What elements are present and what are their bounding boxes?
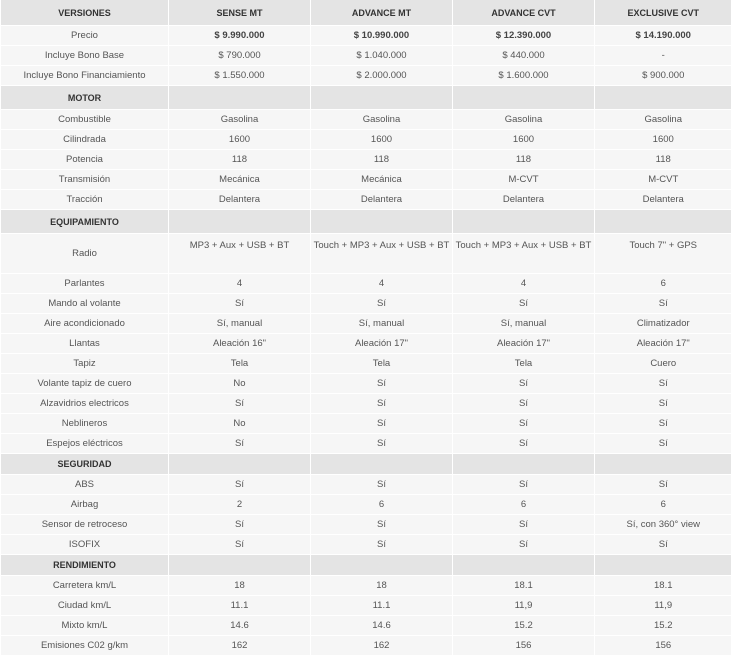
cell-sense-mt: Sí [169,434,311,454]
row-label: Alzavidrios electricos [1,394,169,414]
row-label: Combustible [1,110,169,130]
row-label: Mixto km/L [1,616,169,636]
cell-exclusive-cvt: Sí [595,394,731,414]
cell-sense-mt: Tela [169,354,311,374]
table-row-parlantes [1,274,731,294]
row-label: Volante tapiz de cuero [1,374,169,394]
cell-advance-cvt: Delantera [453,190,595,210]
table-row-precio [1,26,731,46]
table-row-carretera-km-l [1,576,731,596]
cell-exclusive-cvt: 18.1 [595,576,731,596]
cell-advance-mt: Sí [311,475,453,495]
cell-advance-mt: Aleación 17" [311,334,453,354]
row-label: Radio [1,234,169,274]
table-row-volante-tapiz-de-cuero [1,374,731,394]
version-header-exclusive-cvt: EXCLUSIVE CVT [595,0,731,26]
cell-advance-cvt: 118 [453,150,595,170]
section-title: EQUIPAMIENTO [1,210,169,234]
cell-advance-cvt: 4 [453,274,595,294]
cell-advance-mt: 1600 [311,130,453,150]
cell-exclusive-cvt: Delantera [595,190,731,210]
cell-exclusive-cvt: 156 [595,636,731,656]
cell-advance-cvt: Sí [453,294,595,314]
cell-advance-mt: Sí, manual [311,314,453,334]
row-label: Cilindrada [1,130,169,150]
row-label: ISOFIX [1,535,169,555]
table-row-potencia [1,150,731,170]
section-header-spacer [453,86,595,110]
section-title: RENDIMIENTO [1,555,169,576]
cell-exclusive-cvt: Sí [595,294,731,314]
section-header-spacer [311,555,453,576]
version-header-advance-mt: ADVANCE MT [311,0,453,26]
cell-exclusive-cvt: Cuero [595,354,731,374]
cell-advance-cvt: $ 1.600.000 [453,66,595,86]
cell-exclusive-cvt: 1600 [595,130,731,150]
cell-sense-mt: $ 9.990.000 [169,26,311,46]
row-label: Tracción [1,190,169,210]
section-header-spacer [311,210,453,234]
cell-advance-cvt: 1600 [453,130,595,150]
cell-exclusive-cvt: Sí, con 360° view [595,515,731,535]
cell-advance-cvt: 156 [453,636,595,656]
section-header-spacer [595,86,731,110]
cell-exclusive-cvt: Gasolina [595,110,731,130]
cell-advance-mt: Touch + MP3 + Aux + USB + BT [311,234,453,274]
row-label: Precio [1,26,169,46]
cell-advance-cvt: M-CVT [453,170,595,190]
cell-exclusive-cvt: Aleación 17" [595,334,731,354]
row-label: Ciudad km/L [1,596,169,616]
section-header-spacer [595,555,731,576]
section-header-spacer [453,210,595,234]
table-row-radio [1,234,731,274]
cell-sense-mt: Gasolina [169,110,311,130]
cell-sense-mt: 162 [169,636,311,656]
cell-sense-mt: 1600 [169,130,311,150]
cell-sense-mt: $ 790.000 [169,46,311,66]
table-row-mando-al-volante [1,294,731,314]
section-header-spacer [169,555,311,576]
row-label: Neblineros [1,414,169,434]
cell-exclusive-cvt: 6 [595,495,731,515]
cell-exclusive-cvt: 11,9 [595,596,731,616]
section-header-seguridad [1,454,731,475]
cell-advance-mt: Delantera [311,190,453,210]
section-header-spacer [453,454,595,475]
cell-advance-mt: 14.6 [311,616,453,636]
cell-advance-cvt: Gasolina [453,110,595,130]
cell-advance-mt: 11.1 [311,596,453,616]
cell-advance-mt: 18 [311,576,453,596]
row-label: Parlantes [1,274,169,294]
section-header-spacer [311,86,453,110]
section-header-spacer [169,210,311,234]
cell-advance-cvt: Sí [453,515,595,535]
section-header-motor [1,86,731,110]
table-row-abs [1,475,731,495]
table-row-sensor-de-retroceso [1,515,731,535]
cell-advance-cvt: $ 12.390.000 [453,26,595,46]
cell-exclusive-cvt: Sí [595,374,731,394]
cell-advance-cvt: Sí [453,434,595,454]
row-label: Emisiones C02 g/km [1,636,169,656]
cell-advance-mt: $ 2.000.000 [311,66,453,86]
table-row-ciudad-km-l [1,596,731,616]
section-header-equipamiento [1,210,731,234]
row-label: Incluye Bono Financiamiento [1,66,169,86]
cell-advance-mt: 4 [311,274,453,294]
section-header-spacer [453,555,595,576]
cell-exclusive-cvt: $ 14.190.000 [595,26,731,46]
table-row-mixto-km-l [1,616,731,636]
cell-advance-mt: $ 10.990.000 [311,26,453,46]
cell-exclusive-cvt: Touch 7" + GPS [595,234,731,274]
cell-sense-mt: No [169,374,311,394]
cell-advance-cvt: $ 440.000 [453,46,595,66]
cell-sense-mt: Sí [169,515,311,535]
cell-advance-mt: Tela [311,354,453,374]
cell-sense-mt: 118 [169,150,311,170]
cell-advance-cvt: 11,9 [453,596,595,616]
table-row-emisiones-c02-g-km [1,636,731,656]
row-label: Incluye Bono Base [1,46,169,66]
cell-sense-mt: 4 [169,274,311,294]
cell-advance-mt: 118 [311,150,453,170]
section-header-spacer [311,454,453,475]
cell-exclusive-cvt: Sí [595,414,731,434]
cell-sense-mt: Sí [169,394,311,414]
cell-advance-cvt: Tela [453,354,595,374]
cell-sense-mt: Sí, manual [169,314,311,334]
cell-advance-cvt: Touch + MP3 + Aux + USB + BT [453,234,595,274]
table-row-incluye-bono-financiamiento [1,66,731,86]
row-label: Potencia [1,150,169,170]
table-row-neblineros [1,414,731,434]
table-row-espejos-electricos [1,434,731,454]
cell-advance-cvt: Sí, manual [453,314,595,334]
table-row-aire-acondicionado [1,314,731,334]
cell-exclusive-cvt: 15.2 [595,616,731,636]
cell-advance-mt: Sí [311,374,453,394]
cell-advance-cvt: Sí [453,475,595,495]
cell-advance-mt: Sí [311,434,453,454]
cell-advance-mt: Gasolina [311,110,453,130]
cell-advance-mt: Sí [311,394,453,414]
section-header-spacer [169,86,311,110]
cell-sense-mt: 2 [169,495,311,515]
table-row-tapiz [1,354,731,374]
cell-advance-mt: Sí [311,535,453,555]
cell-advance-mt: Sí [311,414,453,434]
section-header-rendimiento [1,555,731,576]
cell-sense-mt: 14.6 [169,616,311,636]
cell-exclusive-cvt: Sí [595,434,731,454]
section-header-spacer [595,210,731,234]
cell-advance-cvt: 18.1 [453,576,595,596]
table-row-alzavidrios-electricos [1,394,731,414]
cell-sense-mt: MP3 + Aux + USB + BT [169,234,311,274]
cell-sense-mt: $ 1.550.000 [169,66,311,86]
row-label: Tapiz [1,354,169,374]
cell-advance-mt: 6 [311,495,453,515]
cell-exclusive-cvt: 6 [595,274,731,294]
cell-exclusive-cvt: Sí [595,535,731,555]
cell-sense-mt: Aleación 16" [169,334,311,354]
cell-advance-cvt: 15.2 [453,616,595,636]
section-title: SEGURIDAD [1,454,169,475]
cell-advance-cvt: Sí [453,394,595,414]
cell-sense-mt: Sí [169,475,311,495]
versions-header-row [1,0,731,26]
cell-sense-mt: 11.1 [169,596,311,616]
cell-sense-mt: No [169,414,311,434]
row-label: Airbag [1,495,169,515]
table-row-isofix [1,535,731,555]
cell-exclusive-cvt: - [595,46,731,66]
versions-header-label: VERSIONES [1,0,169,26]
comparison-table-body [1,0,731,656]
cell-advance-mt: Mecánica [311,170,453,190]
cell-advance-mt: $ 1.040.000 [311,46,453,66]
cell-advance-cvt: Sí [453,535,595,555]
cell-advance-mt: Sí [311,515,453,535]
section-title: MOTOR [1,86,169,110]
table-row-incluye-bono-base [1,46,731,66]
row-label: Llantas [1,334,169,354]
table-row-traccion [1,190,731,210]
table-row-combustible [1,110,731,130]
cell-advance-mt: 162 [311,636,453,656]
row-label: Aire acondicionado [1,314,169,334]
cell-exclusive-cvt: Sí [595,475,731,495]
table-row-llantas [1,334,731,354]
cell-sense-mt: Delantera [169,190,311,210]
table-row-cilindrada [1,130,731,150]
cell-advance-cvt: Sí [453,414,595,434]
cell-exclusive-cvt: Climatizador [595,314,731,334]
cell-sense-mt: Sí [169,294,311,314]
cell-exclusive-cvt: $ 900.000 [595,66,731,86]
table-row-transmision [1,170,731,190]
cell-advance-mt: Sí [311,294,453,314]
row-label: Carretera km/L [1,576,169,596]
section-header-spacer [595,454,731,475]
cell-sense-mt: 18 [169,576,311,596]
version-header-sense-mt: SENSE MT [169,0,311,26]
row-label: ABS [1,475,169,495]
version-header-advance-cvt: ADVANCE CVT [453,0,595,26]
row-label: Transmisión [1,170,169,190]
section-header-spacer [169,454,311,475]
cell-exclusive-cvt: 118 [595,150,731,170]
cell-exclusive-cvt: M-CVT [595,170,731,190]
row-label: Sensor de retroceso [1,515,169,535]
cell-sense-mt: Mecánica [169,170,311,190]
cell-advance-cvt: 6 [453,495,595,515]
cell-advance-cvt: Aleación 17" [453,334,595,354]
row-label: Mando al volante [1,294,169,314]
cell-sense-mt: Sí [169,535,311,555]
row-label: Espejos eléctricos [1,434,169,454]
table-row-airbag [1,495,731,515]
cell-advance-cvt: Sí [453,374,595,394]
